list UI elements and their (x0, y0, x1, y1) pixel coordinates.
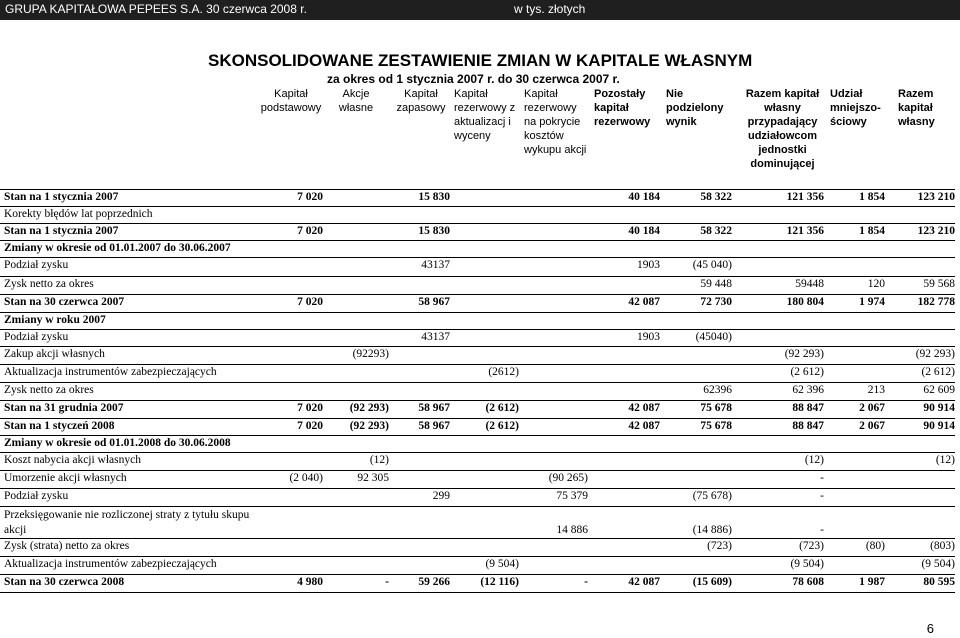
table-cell: 58 967 (418, 420, 450, 432)
table-cell: (45 040) (692, 259, 732, 271)
table-cell: 80 595 (923, 576, 955, 588)
table-cell: 1903 (637, 331, 660, 343)
table-cell: 121 356 (786, 191, 824, 203)
table-cell: 43137 (421, 259, 450, 271)
row-label: Zmiany w okresie od 01.01.2007 do 30.06.2007 (4, 242, 231, 254)
table-cell: (12) (935, 454, 955, 466)
table-cell: 58 322 (700, 191, 732, 203)
table-cell: (12) (369, 454, 389, 466)
row-label: Stan na 30 czerwca 2008 (4, 576, 125, 588)
row-separator (0, 276, 955, 277)
column-header-razem-dominujacej: Razem kapitał własny przypadający udziałowcom jednostki dominującej (745, 88, 820, 170)
table-cell: 123 210 (917, 191, 955, 203)
table-cell: (92 293) (349, 420, 389, 432)
row-label: Stan na 1 stycznia 2007 (4, 191, 119, 203)
table-cell: (92 293) (349, 402, 389, 414)
table-cell: 42 087 (628, 420, 660, 432)
row-separator (0, 312, 955, 313)
table-cell: (2 040) (289, 472, 323, 484)
row-separator (0, 294, 955, 295)
row-separator (0, 364, 955, 365)
row-label: Podział zysku (4, 259, 69, 271)
table-cell: 7 020 (297, 296, 323, 308)
table-cell: 43137 (421, 331, 450, 343)
table-cell: 59 266 (418, 576, 450, 588)
row-separator (0, 400, 955, 401)
row-separator (0, 470, 955, 471)
table-cell: (90 265) (548, 472, 588, 484)
table-cell: 299 (432, 490, 450, 502)
row-separator (0, 329, 955, 330)
row-label: Zysk (strata) netto za okres (4, 540, 130, 552)
table-cell: 121 356 (786, 225, 824, 237)
table-cell: (92 293) (784, 348, 824, 360)
table-cell: (75 678) (692, 490, 732, 502)
table-cell: (14 886) (692, 524, 732, 536)
table-cell: - (820, 472, 824, 484)
table-cell: (45040) (695, 331, 732, 343)
table-cell: 1 854 (859, 191, 885, 203)
table-cell: 58 322 (700, 225, 732, 237)
table-row (0, 508, 960, 540)
table-cell: 1 987 (859, 576, 885, 588)
table-cell: - (584, 576, 588, 588)
statement-period: za okres od 1 stycznia 2007 r. do 30 czerwca 2007 r. (327, 72, 620, 86)
row-label: Zmiany w roku 2007 (4, 314, 106, 326)
table-cell: 62 396 (792, 384, 824, 396)
table-cell: 62 609 (923, 384, 955, 396)
row-label: Aktualizacja instrumentów zabezpieczających (4, 366, 217, 378)
document-header-bar (0, 0, 960, 20)
table-cell: 15 830 (418, 225, 450, 237)
row-label: Koszt nabycia akcji własnych (4, 454, 141, 466)
table-cell: 92 305 (357, 472, 389, 484)
table-cell: 40 184 (628, 225, 660, 237)
column-header-udzial-mniejszosciowy: Udział mniejszo-ściowy (830, 88, 881, 128)
row-separator (0, 418, 955, 419)
row-separator (0, 506, 955, 507)
row-separator (0, 556, 955, 557)
table-cell: 75 678 (700, 420, 732, 432)
table-cell: (9 504) (921, 558, 955, 570)
table-cell: 88 847 (792, 402, 824, 414)
table-cell: 75 379 (556, 490, 588, 502)
table-cell: 42 087 (628, 296, 660, 308)
table-cell: 59448 (795, 278, 824, 290)
column-header-razem-kapital: Razem kapitał własny (898, 88, 935, 128)
table-cell: (15 609) (692, 576, 732, 588)
table-cell: 120 (867, 278, 885, 290)
table-cell: 75 678 (700, 402, 732, 414)
table-cell: 1903 (637, 259, 660, 271)
column-header-kapital-rezerwowy-wykupu: Kapitał rezerwowy na pokrycie kosztów wykupu akcji (524, 88, 587, 156)
table-cell: 72 730 (700, 296, 732, 308)
table-cell: 2 067 (859, 420, 885, 432)
row-label: Stan na 1 stycznia 2007 (4, 225, 119, 237)
row-separator (0, 346, 955, 347)
statement-title: SKONSOLIDOWANE ZESTAWIENIE ZMIAN W KAPITALE WŁASNYM (208, 51, 753, 70)
unit-label: w tys. złotych (514, 2, 586, 16)
table-cell: (2 612) (485, 420, 519, 432)
table-cell: (2 612) (921, 366, 955, 378)
table-cell: (92 293) (915, 348, 955, 360)
table-cell: 78 608 (792, 576, 824, 588)
table-cell: - (820, 524, 824, 536)
column-header-nie-podzielony-wynik: Nie podzielony wynik (666, 88, 724, 128)
table-cell: (12 116) (480, 576, 519, 588)
table-cell: (2612) (488, 366, 519, 378)
table-cell: 7 020 (297, 225, 323, 237)
company-title: GRUPA KAPITAŁOWA PEPEES S.A. 30 czerwca 2008 r. (5, 2, 307, 16)
table-cell: (9 504) (790, 558, 824, 570)
table-cell: 182 778 (917, 296, 955, 308)
table-cell: 42 087 (628, 576, 660, 588)
table-cell: 7 020 (297, 191, 323, 203)
row-label: Podział zysku (4, 490, 69, 502)
row-separator (0, 223, 955, 224)
row-label: Podział zysku (4, 331, 69, 343)
table-cell: 123 210 (917, 225, 955, 237)
table-cell: 40 184 (628, 191, 660, 203)
column-header-akcje-wlasne: Akcje własne (338, 88, 374, 114)
row-separator (0, 592, 955, 593)
row-label: Stan na 31 grudnia 2007 (4, 402, 124, 414)
table-cell: 1 974 (859, 296, 885, 308)
row-separator (0, 574, 955, 575)
table-cell: 14 886 (556, 524, 588, 536)
column-header-pozostaly-kapital: Pozostały kapitał rezerwowy (594, 88, 651, 128)
row-label: Stan na 1 styczeń 2008 (4, 420, 115, 432)
row-label: Zysk netto za okres (4, 384, 94, 396)
row-label: Zmiany w okresie od 01.01.2008 do 30.06.2008 (4, 437, 231, 449)
row-label: Umorzenie akcji własnych (4, 472, 127, 484)
table-cell: 59 448 (700, 278, 732, 290)
table-cell: 4 980 (297, 576, 323, 588)
row-label: Zysk netto za okres (4, 278, 94, 290)
row-label: Aktualizacja instrumentów zabezpieczających (4, 558, 217, 570)
table-cell: 180 804 (786, 296, 824, 308)
table-cell: (92293) (352, 348, 389, 360)
row-separator (0, 189, 955, 190)
table-cell: 42 087 (628, 402, 660, 414)
table-cell: 90 914 (923, 402, 955, 414)
table-cell: 58 967 (418, 402, 450, 414)
column-header-kapital-rezerwowy-aktualizacji: Kapitał rezerwowy z aktualizacj i wyceny (454, 88, 516, 142)
row-separator (0, 257, 955, 258)
table-cell: (80) (865, 540, 885, 552)
table-cell: (723) (707, 540, 732, 552)
table-cell: (2 612) (485, 402, 519, 414)
table-cell: 2 067 (859, 402, 885, 414)
table-cell: (12) (804, 454, 824, 466)
row-separator (0, 538, 955, 539)
table-cell: - (385, 576, 389, 588)
row-separator (0, 488, 955, 489)
table-cell: 1 854 (859, 225, 885, 237)
table-cell: (723) (799, 540, 824, 552)
row-separator (0, 382, 955, 383)
table-cell: 58 967 (418, 296, 450, 308)
row-separator (0, 206, 955, 207)
table-cell: - (820, 490, 824, 502)
table-cell: 88 847 (792, 420, 824, 432)
table-cell: 59 568 (923, 278, 955, 290)
row-label: Zakup akcji własnych (4, 348, 105, 360)
table-cell: 15 830 (418, 191, 450, 203)
column-header-kapital-podstawowy: Kapitał podstawowy (260, 88, 322, 114)
row-separator (0, 240, 955, 241)
table-cell: 7 020 (297, 402, 323, 414)
row-separator (0, 435, 955, 436)
table-cell: (9 504) (485, 558, 519, 570)
page-number: 6 (926, 621, 934, 636)
table-cell: (803) (930, 540, 955, 552)
table-cell: 213 (867, 384, 885, 396)
table-cell: 7 020 (297, 420, 323, 432)
column-header-kapital-zapasowy: Kapitał zapasowy (396, 88, 446, 114)
table-cell: 90 914 (923, 420, 955, 432)
row-label: Stan na 30 czerwca 2007 (4, 296, 125, 308)
row-separator (0, 452, 955, 453)
row-label: Przeksięgowanie nie rozliczonej straty z tytułu skupu akcji (4, 509, 250, 536)
table-cell: (2 612) (790, 366, 824, 378)
table-cell: 62396 (703, 384, 732, 396)
row-label: Korekty błędów lat poprzednich (4, 208, 153, 220)
